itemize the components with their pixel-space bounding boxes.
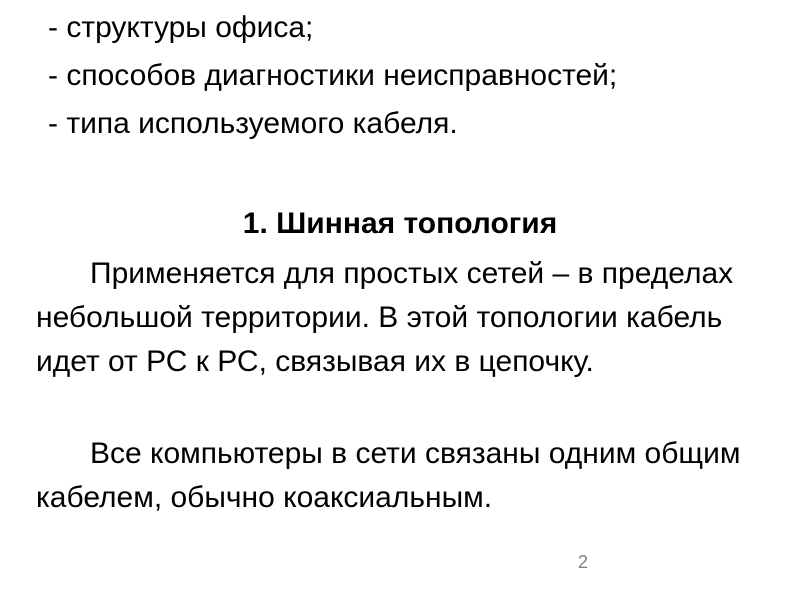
paragraph-bus-topology-usage: Применяется для простых сетей – в пределах небольшой территории. В этой топологии кабель идет от РС к РС, связывая их в цепочку. [36, 257, 734, 378]
section-title: 1. Шинная топология [242, 207, 558, 240]
bullet-item-diagnostics-methods: - способов диагностики неисправностей; [48, 59, 618, 92]
paragraph-common-cable: Все компьютеры в сети связаны одним общим кабелем, обычно коаксиальным. [36, 437, 741, 514]
bullet-list [48, 4, 617, 148]
bullet-item-office-structure: - структуры офиса; [48, 11, 314, 44]
page-number: 2 [578, 552, 589, 572]
bullet-item-cable-type: - типа используемого кабеля. [48, 107, 458, 140]
